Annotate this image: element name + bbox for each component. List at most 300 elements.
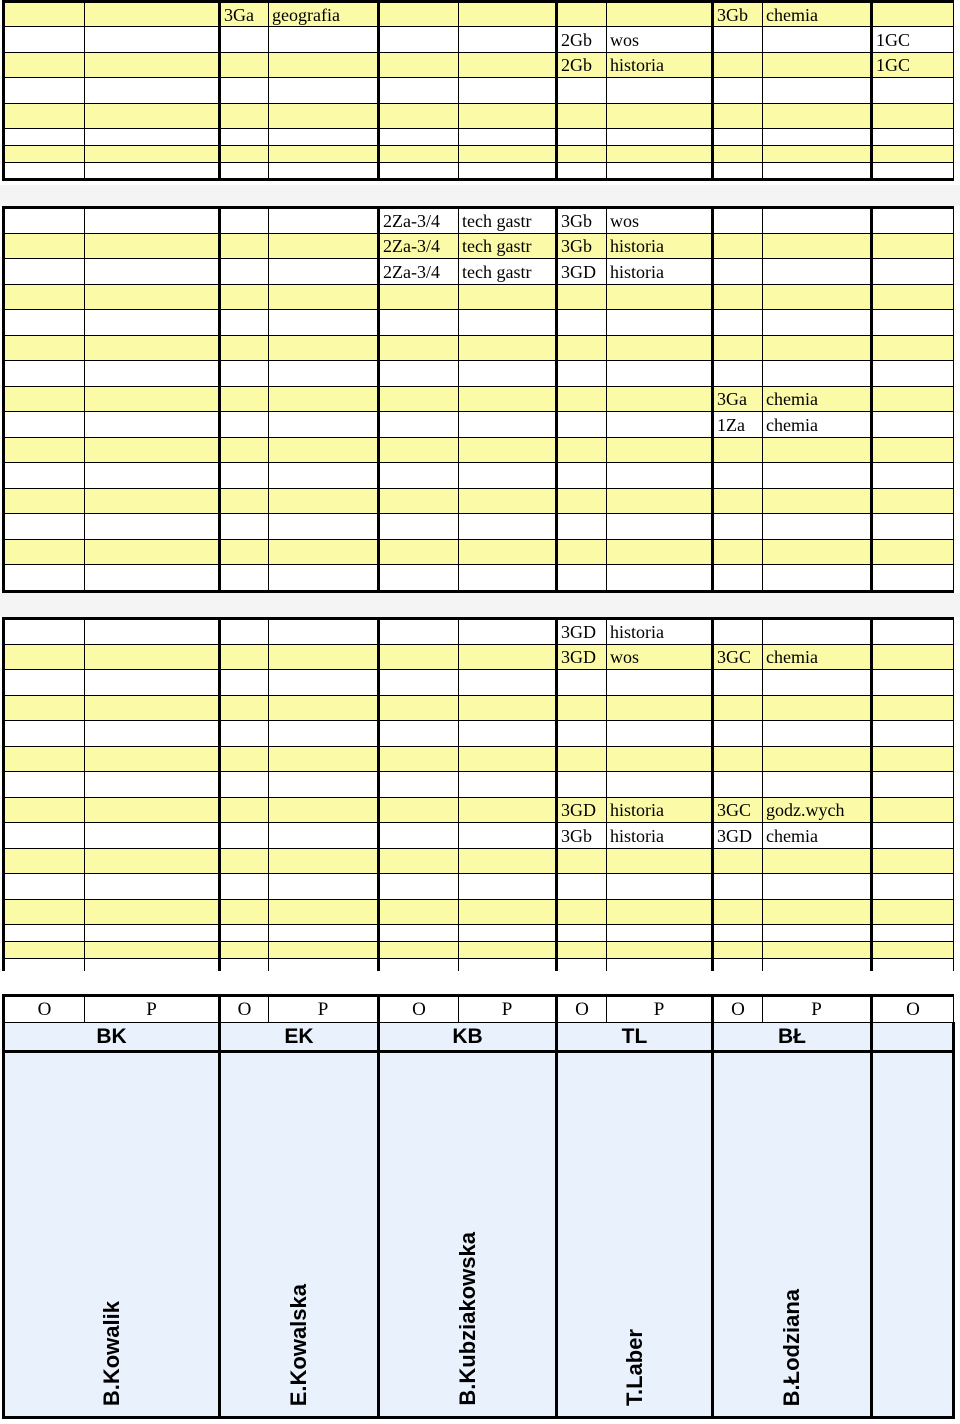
schedule-cell [872, 619, 954, 645]
schedule-cell [4, 438, 85, 463]
schedule-cell: 2Za-3/4 [379, 259, 459, 285]
schedule-cell [4, 925, 85, 942]
schedule-cell [4, 208, 85, 234]
schedule-cell [607, 146, 713, 163]
schedule-cell [269, 849, 379, 874]
schedule-cell [763, 540, 872, 565]
schedule-cell [607, 463, 713, 489]
teacher-name: B.Kowalik [98, 1300, 124, 1406]
schedule-cell [459, 438, 557, 463]
schedule-cell [607, 129, 713, 146]
schedule-cell [557, 670, 607, 696]
schedule-cell [607, 772, 713, 798]
schedule-cell [220, 670, 269, 696]
block-gap [0, 971, 960, 994]
teacher-name-cell [379, 1052, 557, 1418]
schedule-cell [269, 104, 379, 129]
schedule-cell [459, 619, 557, 645]
schedule-cell [557, 310, 607, 336]
schedule-cell [379, 2, 459, 27]
schedule-cell [269, 696, 379, 721]
schedule-cell [459, 163, 557, 180]
schedule-cell [763, 259, 872, 285]
schedule-cell [4, 514, 85, 540]
op-cell: P [607, 996, 713, 1023]
schedule-cell [763, 874, 872, 900]
schedule-cell [379, 361, 459, 387]
schedule-cell [713, 438, 763, 463]
schedule-cell: 2Gb [557, 53, 607, 78]
schedule-row [4, 514, 954, 540]
schedule-cell [4, 310, 85, 336]
schedule-block-2 [2, 206, 954, 593]
schedule-cell [4, 696, 85, 721]
schedule-cell [220, 285, 269, 310]
schedule-cell [269, 27, 379, 53]
schedule-row [4, 747, 954, 772]
op-cell: O [872, 996, 954, 1023]
teacher-name: T.Laber [621, 1328, 647, 1406]
schedule-cell [459, 849, 557, 874]
schedule-cell [607, 163, 713, 180]
schedule-cell [872, 412, 954, 438]
schedule-cell [85, 540, 220, 565]
schedule-cell [220, 438, 269, 463]
schedule-cell [763, 900, 872, 925]
schedule-cell: wos [607, 208, 713, 234]
schedule-cell [713, 163, 763, 180]
schedule-cell: 3GC [713, 798, 763, 823]
schedule-cell [607, 670, 713, 696]
schedule-cell [85, 619, 220, 645]
schedule-row [4, 412, 954, 438]
schedule-cell [269, 925, 379, 942]
schedule-cell [459, 823, 557, 849]
schedule-cell [713, 463, 763, 489]
schedule-cell: 3GD [557, 645, 607, 670]
schedule-cell [269, 259, 379, 285]
schedule-cell [220, 412, 269, 438]
schedule-cell [713, 78, 763, 104]
schedule-row [4, 234, 954, 259]
schedule-cell [872, 259, 954, 285]
schedule-cell [379, 565, 459, 592]
schedule-cell [557, 942, 607, 959]
schedule-cell [459, 874, 557, 900]
schedule-cell [557, 146, 607, 163]
schedule-cell [4, 721, 85, 747]
schedule-cell: 3GD [713, 823, 763, 849]
schedule-cell [607, 925, 713, 942]
schedule-cell [872, 463, 954, 489]
schedule-cell [763, 747, 872, 772]
schedule-cell [607, 514, 713, 540]
schedule-cell [220, 925, 269, 942]
schedule-cell [557, 772, 607, 798]
schedule-cell [607, 942, 713, 959]
schedule-cell [872, 514, 954, 540]
schedule-cell [220, 78, 269, 104]
schedule-cell [4, 104, 85, 129]
schedule-cell: 3GD [557, 619, 607, 645]
schedule-cell [269, 540, 379, 565]
schedule-cell [4, 146, 85, 163]
schedule-cell [459, 489, 557, 514]
schedule-cell: historia [607, 53, 713, 78]
schedule-cell [85, 900, 220, 925]
op-cell: P [269, 996, 379, 1023]
schedule-cell: 3GD [557, 259, 607, 285]
schedule-cell [713, 721, 763, 747]
schedule-cell [220, 823, 269, 849]
schedule-cell [220, 310, 269, 336]
schedule-row [4, 53, 954, 78]
schedule-cell [607, 721, 713, 747]
schedule-row [4, 310, 954, 336]
schedule-cell [763, 53, 872, 78]
schedule-cell [713, 900, 763, 925]
schedule-cell [85, 514, 220, 540]
schedule-cell [4, 129, 85, 146]
schedule-cell [607, 310, 713, 336]
schedule-cell [713, 489, 763, 514]
schedule-row [4, 146, 954, 163]
schedule-cell [379, 412, 459, 438]
schedule-cell [220, 849, 269, 874]
teacher-name-row [4, 1052, 954, 1418]
schedule-row [4, 823, 954, 849]
schedule-cell [607, 2, 713, 27]
schedule-cell [4, 670, 85, 696]
schedule-cell [459, 772, 557, 798]
schedule-cell [872, 645, 954, 670]
schedule-cell [459, 361, 557, 387]
schedule-cell [379, 129, 459, 146]
schedule-cell [85, 721, 220, 747]
schedule-cell [459, 463, 557, 489]
schedule-cell [459, 27, 557, 53]
schedule-row [4, 721, 954, 747]
schedule-cell [85, 747, 220, 772]
schedule-cell [763, 361, 872, 387]
schedule-cell [269, 900, 379, 925]
schedule-cell [607, 900, 713, 925]
schedule-cell [872, 489, 954, 514]
schedule-cell: wos [607, 27, 713, 53]
schedule-cell [713, 285, 763, 310]
schedule-cell: historia [607, 234, 713, 259]
schedule-cell [872, 234, 954, 259]
schedule-cell: 3Ga [713, 387, 763, 412]
schedule-cell [763, 670, 872, 696]
schedule-cell: chemia [763, 387, 872, 412]
schedule-cell [459, 721, 557, 747]
schedule-cell [220, 514, 269, 540]
schedule-cell [607, 285, 713, 310]
schedule-cell [713, 336, 763, 361]
teacher-name: B.Łodziana [779, 1288, 804, 1406]
schedule-row [4, 463, 954, 489]
schedule-cell [220, 942, 269, 959]
schedule-row [4, 361, 954, 387]
schedule-cell [763, 565, 872, 592]
schedule-cell [379, 163, 459, 180]
schedule-row [4, 259, 954, 285]
schedule-cell [763, 234, 872, 259]
schedule-cell [379, 387, 459, 412]
schedule-cell: 1GC [872, 27, 954, 53]
schedule-row [4, 849, 954, 874]
schedule-cell: historia [607, 619, 713, 645]
schedule-cell [607, 874, 713, 900]
schedule-cell [713, 670, 763, 696]
schedule-cell: historia [607, 798, 713, 823]
schedule-cell [557, 514, 607, 540]
schedule-cell [4, 900, 85, 925]
schedule-cell [4, 849, 85, 874]
schedule-cell [557, 104, 607, 129]
schedule-cell [85, 798, 220, 823]
op-cell: O [379, 996, 459, 1023]
schedule-cell [220, 208, 269, 234]
schedule-row [4, 540, 954, 565]
schedule-cell [713, 27, 763, 53]
schedule-row [4, 438, 954, 463]
op-cell: O [220, 996, 269, 1023]
schedule-cell [269, 146, 379, 163]
schedule-cell [557, 163, 607, 180]
schedule-cell [269, 670, 379, 696]
schedule-cell [85, 146, 220, 163]
schedule-cell [379, 78, 459, 104]
schedule-cell [269, 78, 379, 104]
schedule-cell [713, 104, 763, 129]
schedule-cell [85, 27, 220, 53]
schedule-cell: 3GD [557, 798, 607, 823]
schedule-cell [557, 129, 607, 146]
schedule-cell [713, 942, 763, 959]
schedule-cell [557, 900, 607, 925]
schedule-cell [269, 53, 379, 78]
teacher-code: TL [557, 1023, 713, 1052]
op-row [4, 996, 954, 1023]
schedule-cell: geografia [269, 2, 379, 27]
schedule-cell [763, 163, 872, 180]
schedule-cell: tech gastr [459, 259, 557, 285]
teacher-name-cell [872, 1052, 954, 1418]
schedule-cell: chemia [763, 645, 872, 670]
schedule-cell [85, 823, 220, 849]
schedule-cell [269, 208, 379, 234]
schedule-cell [379, 925, 459, 942]
schedule-cell [763, 310, 872, 336]
schedule-cell [269, 129, 379, 146]
schedule-cell [4, 361, 85, 387]
schedule-cell [4, 27, 85, 53]
schedule-cell [872, 104, 954, 129]
schedule-row [4, 619, 954, 645]
schedule-row [4, 489, 954, 514]
schedule-cell [4, 942, 85, 959]
schedule-cell [269, 285, 379, 310]
schedule-cell [4, 798, 85, 823]
schedule-cell [85, 259, 220, 285]
schedule-cell [713, 259, 763, 285]
schedule-cell [607, 361, 713, 387]
schedule-cell [85, 645, 220, 670]
schedule-cell [459, 696, 557, 721]
schedule-cell [872, 849, 954, 874]
schedule-cell [713, 234, 763, 259]
schedule-cell [4, 489, 85, 514]
schedule-cell [379, 619, 459, 645]
schedule-cell [713, 53, 763, 78]
schedule-cell [269, 412, 379, 438]
schedule-cell [379, 670, 459, 696]
schedule-cell [220, 772, 269, 798]
schedule-cell [4, 78, 85, 104]
schedule-cell [713, 849, 763, 874]
schedule-cell [607, 104, 713, 129]
schedule-cell [220, 163, 269, 180]
schedule-cell [872, 565, 954, 592]
schedule-cell [379, 310, 459, 336]
schedule-cell [713, 514, 763, 540]
schedule-cell: 3Ga [220, 2, 269, 27]
schedule-cell: chemia [763, 412, 872, 438]
schedule-cell [85, 234, 220, 259]
schedule-cell [269, 387, 379, 412]
schedule-cell [459, 645, 557, 670]
schedule-cell [607, 412, 713, 438]
schedule-cell [85, 874, 220, 900]
schedule-cell [4, 874, 85, 900]
schedule-cell [713, 696, 763, 721]
schedule-row [4, 942, 954, 959]
schedule-cell [763, 285, 872, 310]
schedule-cell [379, 27, 459, 53]
op-cell: O [713, 996, 763, 1023]
schedule-cell [459, 747, 557, 772]
schedule-cell [872, 823, 954, 849]
schedule-row [4, 565, 954, 592]
schedule-cell [459, 336, 557, 361]
schedule-cell [269, 772, 379, 798]
schedule-row [4, 336, 954, 361]
schedule-cell [872, 336, 954, 361]
schedule-cell [607, 336, 713, 361]
schedule-cell [557, 336, 607, 361]
schedule-cell [269, 438, 379, 463]
schedule-cell [872, 78, 954, 104]
schedule-cell [459, 387, 557, 412]
schedule-cell [872, 874, 954, 900]
schedule-cell [379, 514, 459, 540]
schedule-row [4, 670, 954, 696]
schedule-cell [269, 798, 379, 823]
schedule-cell [763, 463, 872, 489]
schedule-cell [379, 823, 459, 849]
schedule-cell: 1GC [872, 53, 954, 78]
schedule-row [4, 2, 954, 27]
schedule-cell [557, 489, 607, 514]
schedule-cell [872, 163, 954, 180]
schedule-cell [763, 27, 872, 53]
schedule-cell [557, 925, 607, 942]
teacher-code: BŁ [713, 1023, 872, 1052]
schedule-cell [4, 772, 85, 798]
schedule-cell [379, 104, 459, 129]
schedule-cell [872, 2, 954, 27]
schedule-cell [459, 565, 557, 592]
schedule-cell [85, 208, 220, 234]
schedule-cell [269, 163, 379, 180]
schedule-cell [713, 619, 763, 645]
schedule-cell [459, 540, 557, 565]
schedule-cell [763, 514, 872, 540]
schedule-cell [220, 336, 269, 361]
schedule-cell [557, 849, 607, 874]
teacher-code: KB [379, 1023, 557, 1052]
schedule-row [4, 208, 954, 234]
schedule-row [4, 78, 954, 104]
schedule-cell [85, 463, 220, 489]
schedule-cell [85, 53, 220, 78]
schedule-row [4, 645, 954, 670]
schedule-cell [713, 925, 763, 942]
schedule-cell [220, 146, 269, 163]
schedule-cell [459, 514, 557, 540]
schedule-cell [763, 942, 872, 959]
schedule-cell [872, 208, 954, 234]
schedule-cell [85, 361, 220, 387]
teacher-name-cell [557, 1052, 713, 1418]
schedule-cell [220, 696, 269, 721]
schedule-cell [85, 772, 220, 798]
schedule-row [4, 900, 954, 925]
schedule-row [4, 874, 954, 900]
schedule-cell [4, 747, 85, 772]
schedule-cell [85, 849, 220, 874]
schedule-cell [4, 412, 85, 438]
schedule-cell [379, 463, 459, 489]
schedule-cell [379, 772, 459, 798]
schedule-cell [85, 412, 220, 438]
schedule-cell [269, 874, 379, 900]
schedule-cell [220, 874, 269, 900]
schedule-row [4, 387, 954, 412]
schedule-cell [763, 336, 872, 361]
schedule-cell [872, 387, 954, 412]
schedule-cell [379, 747, 459, 772]
schedule-cell [459, 285, 557, 310]
schedule-cell [85, 925, 220, 942]
schedule-cell [269, 565, 379, 592]
teacher-footer [2, 994, 955, 1419]
schedule-cell [763, 619, 872, 645]
teacher-code [872, 1023, 954, 1052]
schedule-cell [220, 900, 269, 925]
schedule-cell [379, 540, 459, 565]
schedule-cell: godz.wych [763, 798, 872, 823]
schedule-cell [459, 942, 557, 959]
schedule-cell [85, 670, 220, 696]
schedule-cell [4, 163, 85, 180]
schedule-cell [220, 645, 269, 670]
schedule-cell [557, 540, 607, 565]
teacher-name-cell [4, 1052, 220, 1418]
schedule-cell [872, 747, 954, 772]
